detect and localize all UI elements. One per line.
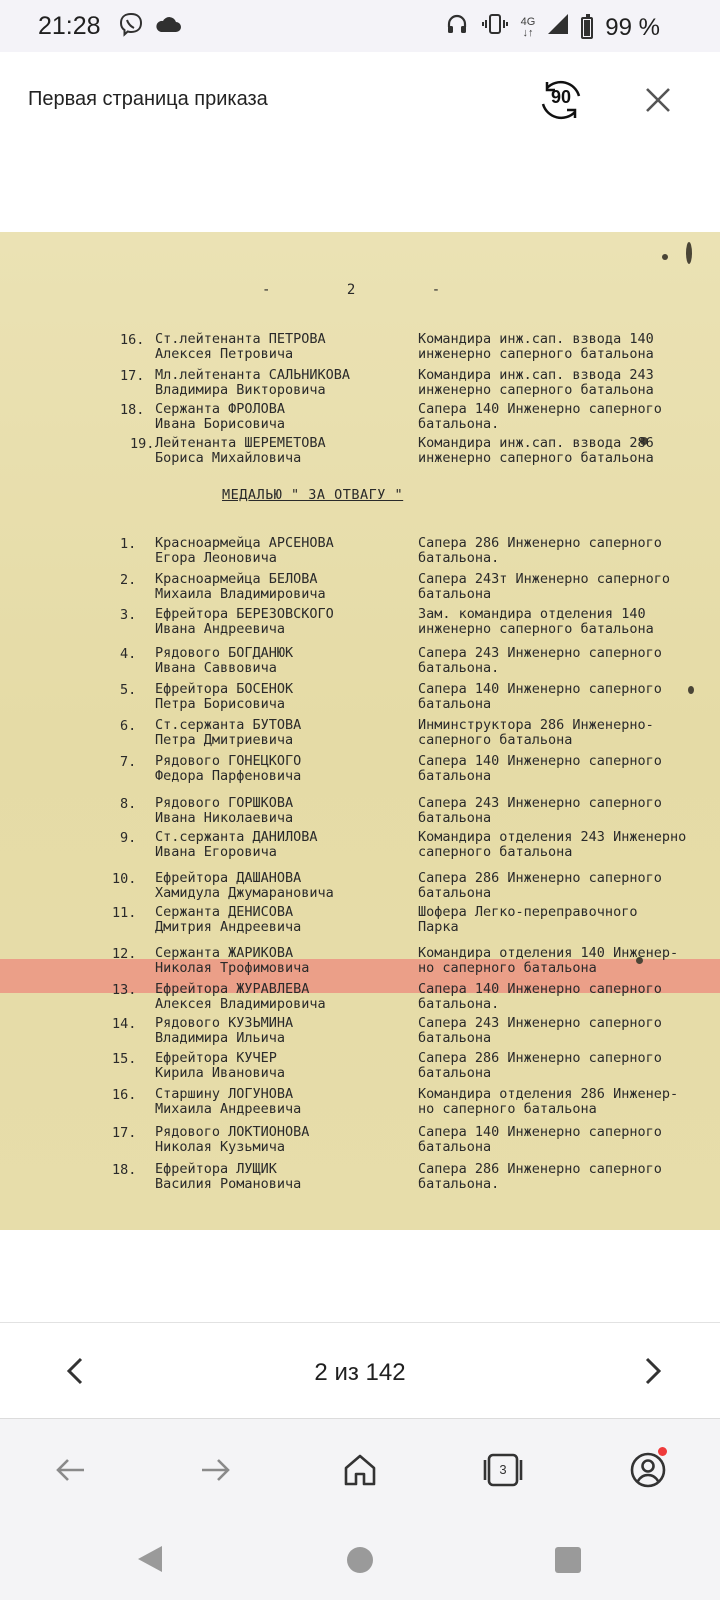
entry-number: 6.	[120, 718, 137, 734]
entry-patronymic: Ивана Андреевича	[155, 621, 286, 637]
entry-position: Сапера 140 Инженерно саперного	[418, 753, 662, 769]
status-bar	[0, 0, 720, 52]
entry-number: 10.	[112, 871, 137, 887]
entry-number: 16.	[112, 1087, 137, 1103]
entry-patronymic: Петра Дмитриевича	[155, 732, 294, 748]
browser-forward-button[interactable]	[192, 1447, 238, 1493]
entry-position: Командира отделения 286 Инженер-	[418, 1086, 679, 1102]
entry-position: Сапера 140 Инженерно саперного	[418, 1124, 662, 1140]
battery-icon	[581, 17, 593, 39]
battery-percent: 99 %	[605, 13, 660, 41]
entry-position: Командира отделения 140 Инженер-	[418, 945, 679, 961]
entry-patronymic: Хамидула Джумарановича	[155, 885, 334, 901]
entry-name: Красноармейца БЕЛОВА	[155, 571, 318, 587]
entry-number: 13.	[112, 982, 137, 998]
entry-position: Сапера 243 Инженерно саперного	[418, 1015, 662, 1031]
entry-patronymic: Николая Кузьмича	[155, 1139, 286, 1155]
entry-position-cont: батальона.	[418, 416, 500, 432]
close-icon	[640, 82, 676, 118]
entry-number: 2.	[120, 572, 137, 588]
entry-number: 18.	[120, 402, 145, 418]
entry-number: 3.	[120, 607, 137, 623]
entry-patronymic: Алексея Владимировича	[155, 996, 326, 1012]
close-button[interactable]	[640, 82, 676, 118]
headphones-icon	[445, 12, 469, 43]
scan-spot	[686, 242, 692, 264]
entry-position: Сапера 286 Инженерно саперного	[418, 870, 662, 886]
status-left-icons	[118, 12, 182, 43]
entry-name: Рядового КУЗЬМИНА	[155, 1015, 294, 1031]
entry-position-cont: саперного батальона	[418, 732, 573, 748]
document-scan	[0, 232, 720, 1230]
browser-toolbar	[0, 1418, 720, 1523]
entry-name: Ефрейтора ДАШАНОВА	[155, 870, 302, 886]
document-viewer[interactable]	[0, 148, 720, 1322]
entry-position: Командира отделения 243 Инженерно	[418, 829, 687, 845]
entry-position: Сапера 286 Инженерно саперного	[418, 535, 662, 551]
entry-name: Ефрейтора ЖУРАВЛЕВА	[155, 981, 310, 997]
entry-name: Рядового БОГДАНЮК	[155, 645, 294, 661]
entry-name: Сержанта ДЕНИСОВА	[155, 904, 294, 920]
entry-position: Командира инж.сап. взвода 243	[418, 367, 654, 383]
entry-number: 19.	[130, 436, 155, 452]
entry-number: 4.	[120, 646, 137, 662]
vibrate-icon	[481, 12, 509, 43]
entry-patronymic: Егора Леоновича	[155, 550, 277, 566]
network-type: 4G ↓↑	[520, 15, 536, 39]
scan-spot	[688, 686, 694, 694]
entry-position-cont: саперного батальона	[418, 844, 573, 860]
browser-home-button[interactable]	[337, 1447, 383, 1493]
entry-position-cont: батальона	[418, 1139, 492, 1155]
system-navigation-bar	[0, 1522, 720, 1600]
entry-patronymic: Федора Парфеновича	[155, 768, 302, 784]
entry-name: Красноармейца АРСЕНОВА	[155, 535, 334, 551]
entry-position-cont: батальона	[418, 696, 492, 712]
entry-name: Ст.лейтенанта ПЕТРОВА	[155, 331, 326, 347]
entry-patronymic: Дмитрия Андреевича	[155, 919, 302, 935]
entry-position-cont: инженерно саперного батальона	[418, 450, 654, 466]
entry-position-cont: батальона.	[418, 996, 500, 1012]
document-header	[0, 52, 720, 149]
home-icon	[337, 1447, 383, 1493]
entry-number: 1.	[120, 536, 137, 552]
entry-position-cont: но саперного батальона	[418, 960, 597, 976]
rotate-label: 90	[550, 87, 572, 107]
entry-position-cont: батальона.	[418, 660, 500, 676]
arrow-left-icon	[48, 1447, 94, 1493]
entry-patronymic: Ивана Егоровича	[155, 844, 277, 860]
entry-number: 15.	[112, 1051, 137, 1067]
entry-number: 9.	[120, 830, 137, 846]
entry-number: 14.	[112, 1016, 137, 1032]
entry-position: Сапера 140 Инженерно саперного	[418, 981, 662, 997]
entry-position-cont: батальона	[418, 885, 492, 901]
status-time: 21:28	[38, 12, 101, 40]
page-title: Первая страница приказа	[28, 88, 268, 110]
entry-position-cont: инженерно саперного батальона	[418, 621, 654, 637]
entry-name: Ст.сержанта БУТОВА	[155, 717, 302, 733]
system-back-button[interactable]	[138, 1546, 162, 1572]
signal-icon	[547, 13, 569, 42]
entry-number: 7.	[120, 754, 137, 770]
entry-name: Ефрейтора БОСЕНОК	[155, 681, 294, 697]
entry-position: Сапера 243т Инженерно саперного	[418, 571, 670, 587]
entry-patronymic: Николая Трофимовича	[155, 960, 310, 976]
entry-name: Сержанта ЖАРИКОВА	[155, 945, 294, 961]
entry-position-cont: батальона	[418, 768, 492, 784]
entry-name: Ефрейтора КУЧЕР	[155, 1050, 277, 1066]
entry-position-cont: Парка	[418, 919, 459, 935]
notification-dot	[658, 1447, 667, 1456]
entry-patronymic: Ивана Борисовича	[155, 416, 286, 432]
entry-patronymic: Кирила Ивановича	[155, 1065, 286, 1081]
viber-icon	[118, 12, 144, 43]
entry-position: Сапера 243 Инженерно саперного	[418, 645, 662, 661]
entry-name: Рядового ГОРШКОВА	[155, 795, 294, 811]
chevron-right-icon	[632, 1351, 672, 1391]
entry-position: Командира инж.сап. взвода 140	[418, 331, 654, 347]
entry-name: Старшину ЛОГУНОВА	[155, 1086, 294, 1102]
entry-position: Сапера 286 Инженерно саперного	[418, 1050, 662, 1066]
entry-name: Ст.сержанта ДАНИЛОВА	[155, 829, 318, 845]
entry-patronymic: Бориса Михайловича	[155, 450, 302, 466]
entry-name: Ефрейтора БЕРЕЗОВСКОГО	[155, 606, 334, 622]
entry-patronymic: Владимира Викторовича	[155, 382, 326, 398]
cloud-icon	[154, 14, 182, 41]
entry-patronymic: Василия Романовича	[155, 1176, 302, 1192]
entry-position-cont: батальона.	[418, 1176, 500, 1192]
entry-position-cont: батальона	[418, 1065, 492, 1081]
page-counter: 2 из 142	[314, 1359, 406, 1386]
entry-name: Сержанта ФРОЛОВА	[155, 401, 286, 417]
entry-position: Шофера Легко-переправочного	[418, 904, 638, 920]
entry-patronymic: Алексея Петровича	[155, 346, 294, 362]
rotate-button[interactable]	[535, 74, 587, 126]
entry-position: Сапера 140 Инженерно саперного	[418, 681, 662, 697]
entry-position-cont: батальона.	[418, 550, 500, 566]
entry-position: Командира инж.сап. взвода 286	[418, 435, 654, 451]
entry-name: Мл.лейтенанта САЛЬНИКОВА	[155, 367, 351, 383]
entry-number: 5.	[120, 682, 137, 698]
browser-back-button[interactable]	[48, 1447, 94, 1493]
next-page-button[interactable]	[632, 1351, 672, 1391]
entry-position: Сапера 286 Инженерно саперного	[418, 1161, 662, 1177]
status-right-icons	[445, 12, 660, 43]
entry-number: 16.	[120, 332, 145, 348]
entry-position-cont: инженерно саперного батальона	[418, 382, 654, 398]
browser-profile-button[interactable]	[625, 1447, 671, 1493]
entry-patronymic: Михаила Владимировича	[155, 586, 326, 602]
entry-name: Рядового ГОНЕЦКОГО	[155, 753, 302, 769]
entry-position-cont: батальона	[418, 810, 492, 826]
entry-patronymic: Петра Борисовича	[155, 696, 286, 712]
entry-position-cont: батальона	[418, 1030, 492, 1046]
tabs-count: 3	[499, 1462, 507, 1477]
system-home-button[interactable]	[347, 1547, 373, 1573]
entry-number: 8.	[120, 796, 137, 812]
entry-position: Сапера 140 Инженерно саперного	[418, 401, 662, 417]
doc-page-number: - 2 -	[262, 282, 475, 298]
browser-tabs-button[interactable]	[480, 1447, 526, 1493]
scan-spot	[662, 254, 668, 260]
entry-name: Лейтенанта ШЕРЕМЕТОВА	[155, 435, 326, 451]
entry-number: 17.	[112, 1125, 137, 1141]
entry-patronymic: Михаила Андреевича	[155, 1101, 302, 1117]
entry-patronymic: Ивана Саввовича	[155, 660, 277, 676]
entry-name: Ефрейтора ЛУЩИК	[155, 1161, 277, 1177]
entry-position: Зам. командира отделения 140	[418, 606, 646, 622]
entry-patronymic: Ивана Николаевича	[155, 810, 294, 826]
entry-number: 12.	[112, 946, 137, 962]
entry-position-cont: батальона	[418, 586, 492, 602]
arrow-right-icon	[192, 1447, 238, 1493]
entry-position: Инминструктора 286 Инженерно-	[418, 717, 654, 733]
entry-patronymic: Владимира Ильича	[155, 1030, 286, 1046]
entry-number: 17.	[120, 368, 145, 384]
section-title: МЕДАЛЬЮ " ЗА ОТВАГУ "	[222, 487, 404, 503]
entry-position-cont: инженерно саперного батальона	[418, 346, 654, 362]
entry-number: 18.	[112, 1162, 137, 1178]
system-recents-button[interactable]	[555, 1547, 581, 1573]
entry-position-cont: но саперного батальона	[418, 1101, 597, 1117]
entry-position: Сапера 243 Инженерно саперного	[418, 795, 662, 811]
page-navigator	[0, 1322, 720, 1419]
entry-name: Рядового ЛОКТИОНОВА	[155, 1124, 310, 1140]
entry-number: 11.	[112, 905, 137, 921]
